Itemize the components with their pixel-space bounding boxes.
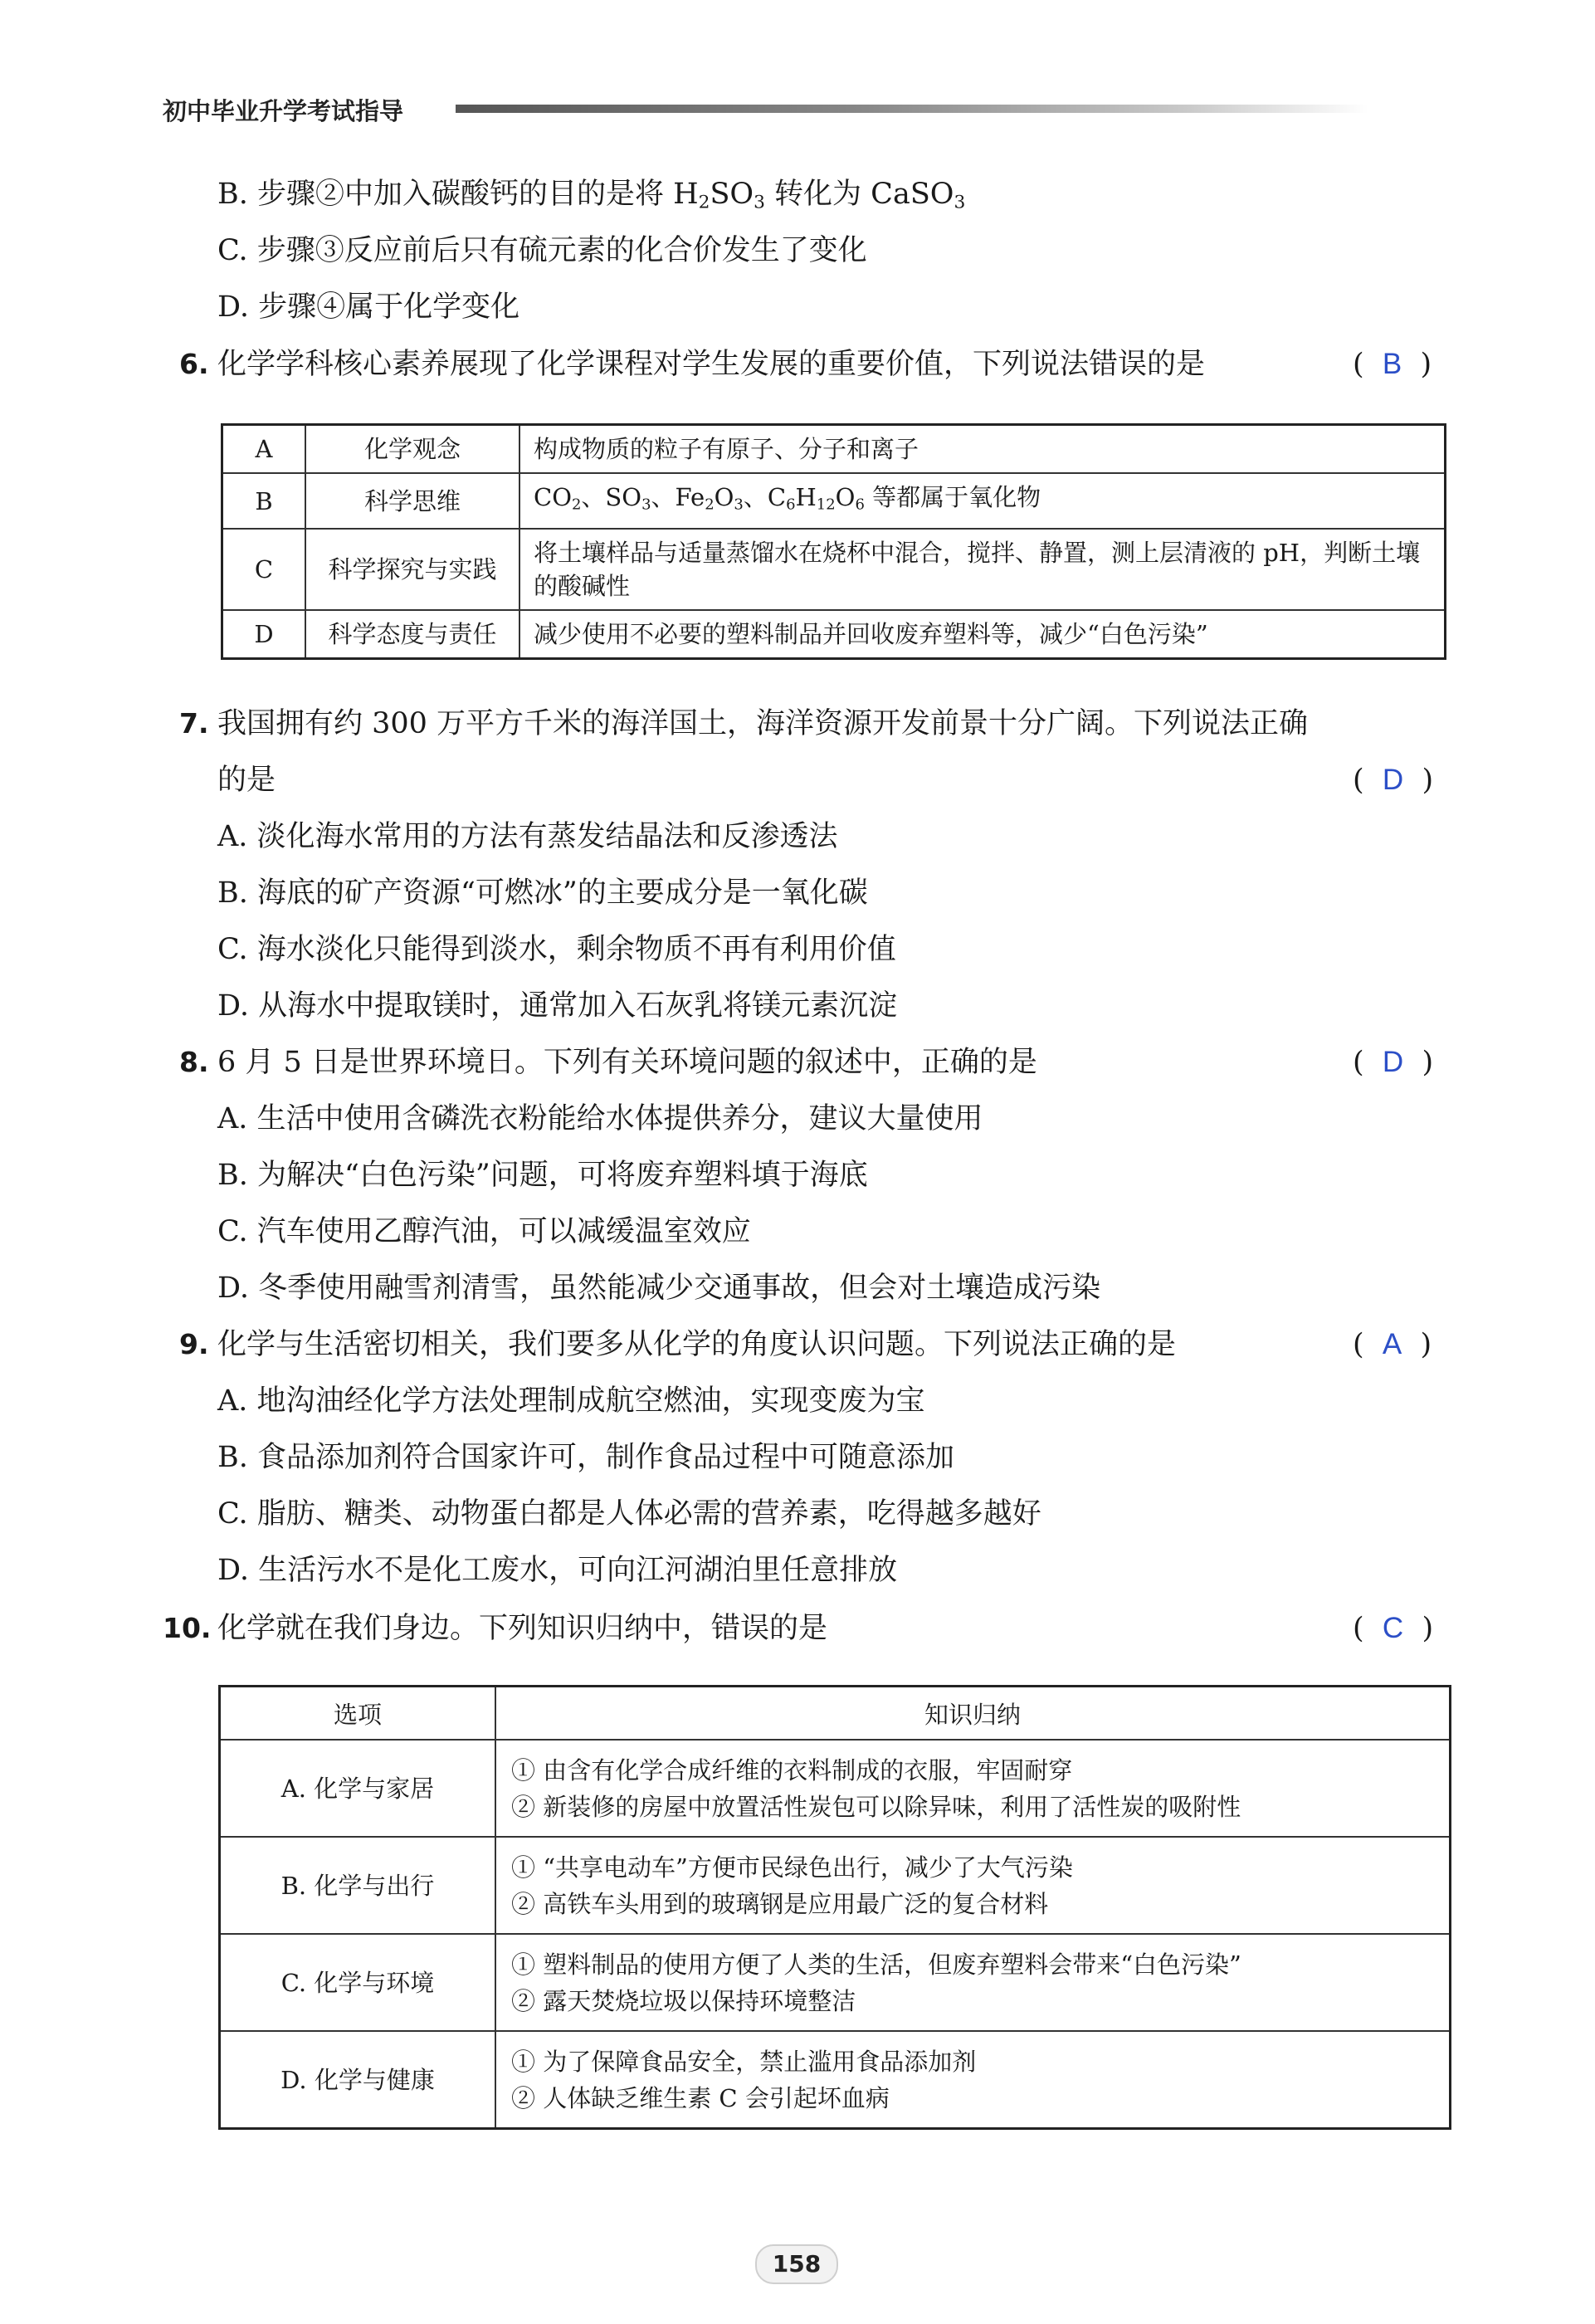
page-number: 158 bbox=[755, 2244, 838, 2284]
q10-table bbox=[218, 1685, 1451, 2130]
q10-row-option: C. 化学与环境 bbox=[220, 1934, 496, 2031]
q8-option-d: D. 冬季使用融雪剂清雪，虽然能减少交通事故，但会对土壤造成污染 bbox=[217, 1272, 1101, 1305]
q7-option-c: C. 海水淡化只能得到淡水，剩余物质不再有利用价值 bbox=[217, 933, 896, 966]
q10-row-option: D. 化学与健康 bbox=[220, 2031, 496, 2129]
q6-answer: B bbox=[1382, 348, 1402, 380]
q9-option-c: C. 脂肪、糖类、动物蛋白都是人体必需的营养素，吃得越多越好 bbox=[217, 1497, 1041, 1531]
q8-stem: 6 月 5 日是世界环境日。下列有关环境问题的叙述中，正确的是 bbox=[217, 1046, 1037, 1079]
page-header bbox=[163, 93, 1457, 126]
q6-row-letter: B bbox=[222, 473, 306, 529]
q6-row-aspect: 科学探究与实践 bbox=[305, 529, 519, 610]
q6-row-letter: C bbox=[222, 529, 306, 610]
q7-option-a: A. 淡化海水常用的方法有蒸发结晶法和反渗透法 bbox=[217, 820, 838, 853]
table-header-row bbox=[220, 1687, 1451, 1741]
q8-option-a: A. 生活中使用含磷洗衣粉能给水体提供养分，建议大量使用 bbox=[217, 1102, 983, 1135]
q8-option-b: B. 为解决“白色污染”问题，可将废弃塑料填于海底 bbox=[217, 1159, 868, 1192]
q6-answer-paren: ( B ) bbox=[1353, 348, 1432, 381]
table-row bbox=[222, 473, 1446, 529]
q9-option-b: B. 食品添加剂符合国家许可，制作食品过程中可随意添加 bbox=[217, 1441, 954, 1474]
q9-option-d: D. 生活污水不是化工废水，可向江河湖泊里任意排放 bbox=[217, 1554, 898, 1587]
q6-row-content: 减少使用不必要的塑料制品并回收废弃塑料等，减少“白色污染” bbox=[519, 610, 1446, 659]
header-decor-bar bbox=[456, 105, 1368, 113]
q6-number: 6. bbox=[179, 348, 209, 380]
header-title: 初中毕业升学考试指导 bbox=[163, 97, 404, 125]
q10-row-summary bbox=[495, 1934, 1451, 2031]
q10-number: 10. bbox=[163, 1612, 212, 1644]
table-row bbox=[222, 529, 1446, 610]
q10-row-line1: ① 由含有化学合成纤维的衣料制成的衣服，牢固耐穿 bbox=[511, 1755, 1073, 1784]
q10-row-line1: ① 为了保障食品安全，禁止滥用食品添加剂 bbox=[511, 2047, 977, 2076]
q10-row-option: A. 化学与家居 bbox=[220, 1740, 496, 1837]
q7-number: 7. bbox=[179, 707, 209, 740]
q10-row-line2: ② 人体缺乏维生素 C 会引起坏血病 bbox=[511, 2083, 890, 2112]
q9-answer: A bbox=[1382, 1328, 1402, 1360]
q6-row-content: 构成物质的粒子有原子、分子和离子 bbox=[519, 425, 1446, 474]
table-row bbox=[222, 610, 1446, 659]
q10-answer-paren: ( C ) bbox=[1353, 1612, 1434, 1645]
q7-answer: D bbox=[1382, 764, 1404, 796]
q6-row-letter: D bbox=[222, 610, 306, 659]
q6-stem: 化学学科核心素养展现了化学课程对学生发展的重要价值，下列说法错误的是 bbox=[217, 348, 1206, 381]
q6-row-aspect: 化学观念 bbox=[305, 425, 519, 474]
q6-row-letter: A bbox=[222, 425, 306, 474]
q6-row-content: $CO_2$、$SO_3$、$Fe_2O_3$、$C_6H_{12}O_6$ 等都属于氧化物 bbox=[519, 473, 1446, 529]
table-row bbox=[220, 1934, 1451, 2031]
q5-option-c: C. 步骤③反应前后只有硫元素的化合价发生了变化 bbox=[217, 234, 867, 267]
q7-option-d: D. 从海水中提取镁时，通常加入石灰乳将镁元素沉淀 bbox=[217, 989, 898, 1023]
q10-header-summary: 知识归纳 bbox=[495, 1687, 1451, 1741]
q10-stem: 化学就在我们身边。下列知识归纳中，错误的是 bbox=[217, 1612, 828, 1645]
q8-option-c: C. 汽车使用乙醇汽油，可以减缓温室效应 bbox=[217, 1215, 751, 1248]
q6-row-aspect: 科学思维 bbox=[305, 473, 519, 529]
q10-row-line2: ② 新装修的房屋中放置活性炭包可以除异味，利用了活性炭的吸附性 bbox=[511, 1792, 1241, 1821]
q7-stem-line1: 我国拥有约 300 万平方千米的海洋国土，海洋资源开发前景十分广阔。下列说法正确 bbox=[217, 707, 1309, 740]
q10-header-option: 选项 bbox=[220, 1687, 496, 1741]
table-row bbox=[220, 2031, 1451, 2129]
table-row bbox=[220, 1837, 1451, 1934]
q6-row-content: 将土壤样品与适量蒸馏水在烧杯中混合，搅拌、静置，测上层清液的 pH，判断土壤的酸碱性 bbox=[519, 529, 1446, 610]
q10-row-summary bbox=[495, 1837, 1451, 1934]
q7-answer-paren: ( D ) bbox=[1353, 764, 1434, 797]
q5-option-d: D. 步骤④属于化学变化 bbox=[217, 290, 520, 324]
q10-row-line1: ① 塑料制品的使用方便了人类的生活，但废弃塑料会带来“白色污染” bbox=[511, 1950, 1241, 1979]
q7-stem-line2: 的是 bbox=[217, 764, 276, 797]
q9-answer-paren: ( A ) bbox=[1353, 1328, 1432, 1361]
q10-row-line1: ① “共享电动车”方便市民绿色出行，减少了大气污染 bbox=[511, 1853, 1073, 1882]
table-row bbox=[222, 425, 1446, 474]
q9-stem: 化学与生活密切相关，我们要多从化学的角度认识问题。下列说法正确的是 bbox=[217, 1328, 1177, 1361]
q10-row-line2: ② 露天焚烧垃圾以保持环境整洁 bbox=[511, 1986, 856, 2015]
q9-number: 9. bbox=[179, 1328, 209, 1360]
q5-option-b: B. 步骤②中加入碳酸钙的目的是将 $H_2SO_3$ 转化为 CaSO$_3$ bbox=[217, 178, 966, 213]
q10-row-option: B. 化学与出行 bbox=[220, 1837, 496, 1934]
q9-option-a: A. 地沟油经化学方法处理制成航空燃油，实现变废为宝 bbox=[217, 1384, 925, 1418]
table-row bbox=[220, 1740, 1451, 1837]
q8-number: 8. bbox=[179, 1046, 209, 1078]
q10-answer: C bbox=[1382, 1612, 1404, 1644]
q6-row-aspect: 科学态度与责任 bbox=[305, 610, 519, 659]
q8-answer-paren: ( D ) bbox=[1353, 1046, 1434, 1079]
q6-table bbox=[221, 423, 1446, 660]
q8-answer: D bbox=[1382, 1046, 1404, 1078]
q10-row-line2: ② 高铁车头用到的玻璃钢是应用最广泛的复合材料 bbox=[511, 1889, 1049, 1918]
q10-row-summary bbox=[495, 1740, 1451, 1837]
q10-row-summary bbox=[495, 2031, 1451, 2129]
q7-option-b: B. 海底的矿产资源“可燃冰”的主要成分是一氧化碳 bbox=[217, 876, 868, 910]
